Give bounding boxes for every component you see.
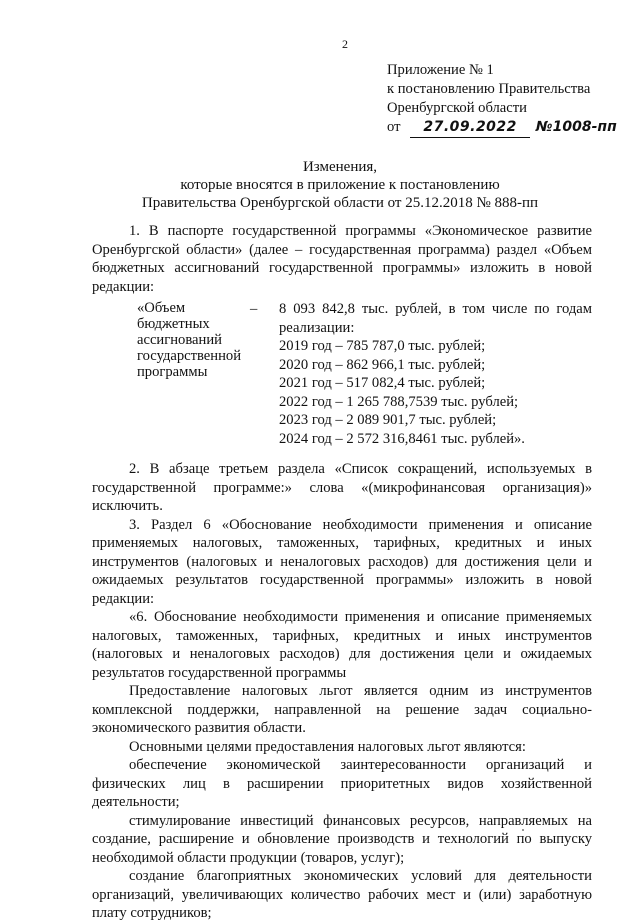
budget-label: «Объем бюджетных ассигнований государственной программы [137, 300, 242, 380]
title-line-3: Правительства Оренбургской области от 25.12.2018 № 888-пп [141, 195, 539, 211]
budget-table [92, 300, 592, 448]
paragraph-6: Основными целями предоставления налоговых льгот являются: [129, 738, 526, 755]
document-body [92, 222, 592, 923]
paragraph-9: создание благоприятных экономических условий для деятельности организаций, увеличивающих количество рабочих мест и (или) заработную плату сотрудников; [92, 868, 592, 921]
appendix-line-2: к постановлению Правительства [387, 81, 591, 97]
title-line-1: Изменения, [302, 159, 378, 175]
paragraph-3: 3. Раздел 6 «Обоснование необходимости применения и описание применяемых налоговых, таможенных, тарифных, кредитных и иных инструментов (налоговых и неналоговых расходов) для достижения цели и ожидаемых результатов государственной программы» изложить в новой редакции: [92, 516, 592, 607]
appendix-line-1: Приложение № 1 [387, 62, 494, 78]
scan-speck [522, 829, 524, 831]
paragraph-8: стимулирование инвестиций финансовых ресурсов, направляемых на создание, расширение и обновление производств и технологий по выпуску необходимой области продукции (товаров, услуг); [92, 812, 592, 866]
budget-dash: – [250, 301, 258, 317]
from-label: от [387, 119, 401, 135]
title-line-2: которые вносятся в приложение к постановлению [180, 177, 500, 193]
paragraph-1: 1. В паспорте государственной программы «Экономическое развитие Оренбургской области» (далее – государственная программа) раздел «Объем бюджетных ассигнований государственной программы» изложить в новой редакции: [92, 223, 592, 295]
budget-year-row: 2022 год – 1 265 788,7539 тыс. рублей; [279, 393, 519, 410]
budget-year-row: 2024 год – 2 572 316,8461 тыс. рублей». [279, 430, 525, 447]
budget-year-row: 2020 год – 862 966,1 тыс. рублей; [279, 356, 486, 373]
document-title [90, 158, 590, 212]
budget-total: 8 093 842,8 тыс. рублей, в том числе по годам реализации: [279, 301, 592, 336]
appendix-line-3: Оренбургской области [387, 100, 527, 116]
budget-year-row: 2019 год – 785 787,0 тыс. рублей; [279, 338, 486, 354]
appendix-header [387, 61, 617, 138]
appendix-date-line [387, 118, 617, 138]
paragraph-4: «6. Обоснование необходимости применения и описание применяемых налоговых, таможенных, тарифных, кредитных и иных инструментов (налоговых и неналоговых расходов) для достижения цели и ожидаемых результатов государственной программы [92, 609, 592, 681]
paragraph-7: обеспечение экономической заинтересованности организаций и физических лиц в расширении приоритетных видов хозяйственной деятельности; [92, 757, 592, 810]
paragraph-2: 2. В абзаце третьем раздела «Список сокращений, используемых в государственной программе:» слова «(микрофинансовая организация)» исключить. [92, 461, 592, 514]
budget-year-row: 2021 год – 517 082,4 тыс. рублей; [279, 375, 486, 391]
paragraph-5: Предоставление налоговых льгот является одним из инструментов комплексной поддержки, направленной на решение задач социально-экономического развития области. [92, 683, 592, 736]
page-number: 2 [342, 37, 348, 51]
budget-year-row: 2023 год – 2 089 901,7 тыс. рублей; [279, 412, 497, 428]
budget-values [279, 300, 592, 448]
handwritten-number: №1008-пп [535, 119, 617, 135]
handwritten-date: 27.09.2022 [410, 118, 530, 138]
